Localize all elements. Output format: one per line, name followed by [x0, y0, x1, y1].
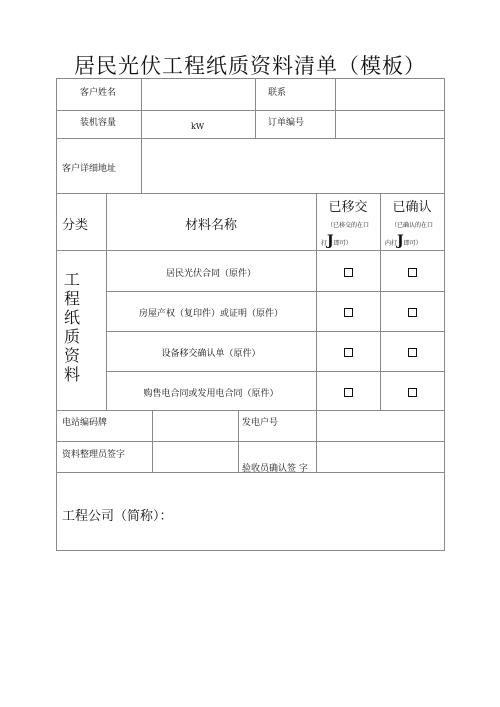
material-row-1: 居民光伏合同（原件） [165, 269, 256, 279]
contact-label: 联系 [268, 88, 287, 98]
confirmed-header: 已确认 [392, 200, 432, 215]
category-header: 分类 [62, 218, 89, 233]
rule-row-3 [106, 371, 445, 372]
power-account-label: 发电户号 [242, 418, 279, 428]
confirmed-checkbox[interactable] [408, 388, 417, 397]
address-label: 客户详细地址 [62, 164, 117, 174]
meter-plate-label: 电站编码牌 [62, 418, 108, 428]
confirmed-note-b-pre: 内打 [385, 240, 398, 247]
confirmed-checkbox[interactable] [408, 348, 417, 357]
rule-row-2 [106, 331, 445, 332]
transferred-note-a: （已移交的在口 [326, 222, 369, 229]
inspector-sign-field[interactable] [317, 442, 444, 472]
vrule-b [255, 78, 256, 138]
customer-name-field[interactable] [142, 79, 255, 110]
confirmed-note-b [385, 233, 422, 249]
order-no-field[interactable] [336, 111, 444, 138]
transferred-header: 已移交 [328, 200, 368, 215]
table-border-bottom [56, 550, 445, 551]
organizer-sign-field[interactable] [153, 442, 238, 472]
organizer-sign-label: 资料整理员签字 [62, 450, 126, 460]
customer-name-label: 客户姓名 [80, 88, 117, 98]
capacity-label: 装机容量 [80, 118, 117, 128]
rule-row-1 [106, 291, 445, 292]
confirmed-checkbox[interactable] [408, 268, 417, 277]
capacity-unit: kW [191, 122, 205, 131]
rule-4 [56, 250, 445, 251]
transferred-note-b-post: 即可） [333, 240, 352, 247]
transferred-checkbox[interactable] [344, 308, 353, 317]
table-border-right [444, 78, 445, 551]
check-mark: J [397, 233, 404, 249]
transferred-note-b [321, 233, 352, 249]
material-row-4: 购售电合同或发用电合同（原件） [143, 389, 279, 399]
table-border-left [56, 78, 57, 551]
company-label: 工程公司（简称）： [62, 509, 173, 524]
vrule-bottom-b [238, 410, 239, 472]
meter-plate-field[interactable] [153, 411, 238, 441]
inspector-sign-label: 验收员确认签 字 [242, 464, 308, 474]
order-no-label: 订单编号 [268, 118, 305, 128]
rule-3 [56, 193, 445, 194]
confirmed-note-b-post: 即可） [403, 240, 422, 247]
confirmed-checkbox[interactable] [408, 308, 417, 317]
material-row-3: 设备移交确认单（原件） [161, 349, 261, 359]
category-label: 工程纸质资料 [64, 270, 81, 384]
material-row-2: 房屋产权（复印件）或证明（原件） [138, 309, 283, 319]
transferred-checkbox[interactable] [344, 268, 353, 277]
transferred-checkbox[interactable] [344, 348, 353, 357]
power-account-field[interactable] [317, 411, 444, 441]
material-header: 材料名称 [184, 218, 237, 233]
check-mark: J [327, 233, 334, 249]
page-title: 居民光伏工程纸质资料清单（模板） [74, 54, 426, 78]
transferred-note-b-pre: 打 [321, 240, 328, 247]
confirmed-note-a: （已确认的在口 [390, 222, 433, 229]
address-field[interactable] [142, 139, 444, 193]
transferred-checkbox[interactable] [344, 388, 353, 397]
contact-field[interactable] [336, 79, 444, 110]
